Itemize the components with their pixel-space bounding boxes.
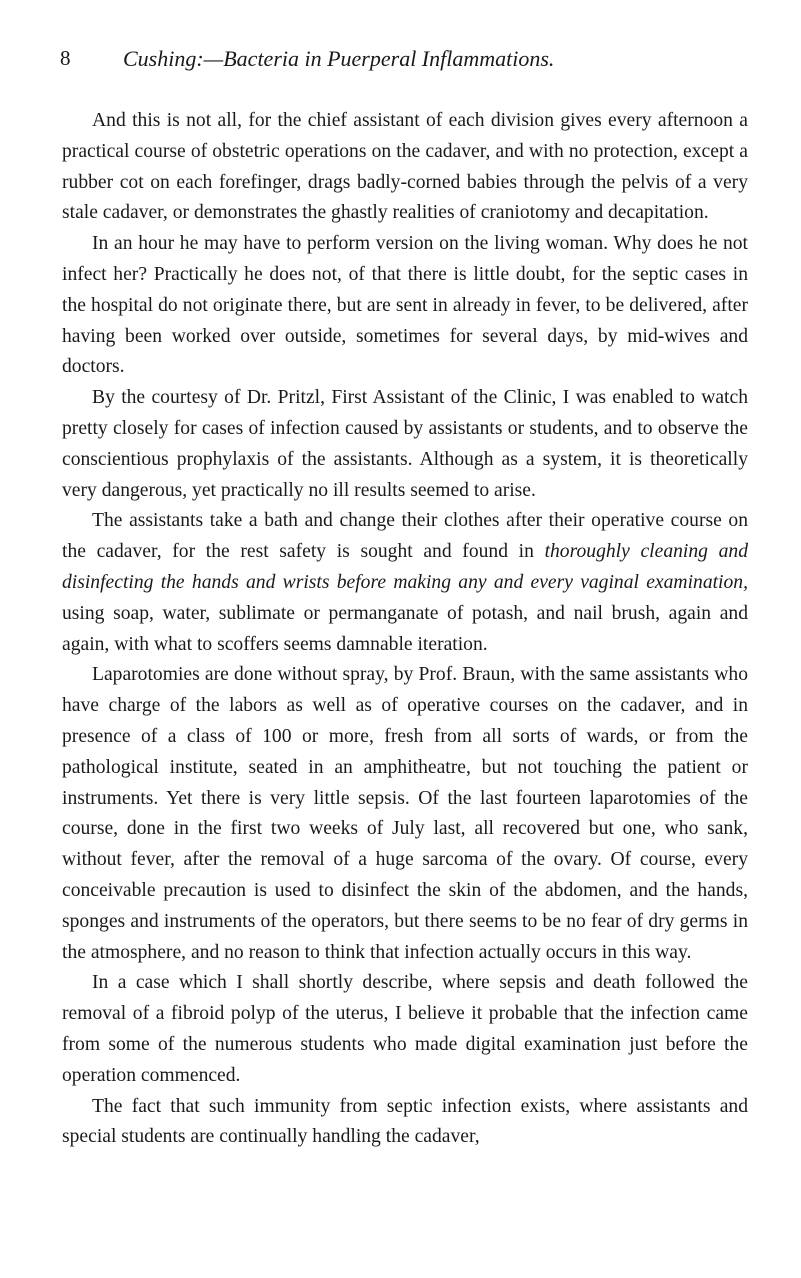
paragraph-7: The fact that such immunity from septic infection exists, where assistants and special students are continually handling the cadaver,: [62, 1095, 748, 1148]
paragraph-3: By the courtesy of Dr. Pritzl, First Assistant of the Clinic, I was enabled to watch pretty closely for cases of infection caused by assistants or students, and to observe the conscientious prophylaxis of the assistants. Although as a system, it is theoretically very dangerous, yet practically no ill results seemed to arise.: [62, 387, 748, 501]
page-header: [60, 46, 740, 78]
paragraph-4-text-end: using soap, water, sublimate or permanganate of potash, and nail brush, again and again, with what to scoffers seems damnable iteration.: [62, 602, 748, 655]
paragraph-6: In a case which I shall shortly describe, where sepsis and death followed the removal of a fibroid polyp of the uterus, I believe it probable that the infection came from some of the numerous students who made digital examination just before the operation commenced.: [62, 972, 748, 1086]
page-number: 8: [60, 46, 71, 70]
paragraph-1: And this is not all, for the chief assistant of each division gives every afternoon a practical course of obstetric operations on the cadaver, and with no protection, except a rubber cot on each forefinger, drags badly-corned babies through the pelvis of a very stale cadaver, or demonstrates the ghastly realities of craniotomy and decapitation.: [62, 110, 748, 224]
paragraph-4-emphasis: thoroughly cleaning and disinfecting the hands and wrists before making any and every vaginal examination,: [62, 541, 748, 593]
paragraph-4: [62, 506, 748, 660]
paragraph-5: Laparotomies are done without spray, by Prof. Braun, with the same assistants who have charge of the labors as well as of operative courses on the cadaver, and in presence of a class of 100 or more, fresh from all sorts of wards, or from the pathological institute, seated in an amphitheatre, but not touching the patient or instruments. Yet there is very little sepsis. Of the last fourteen laparotomies of the course, done in the first two weeks of July last, all recovered but one, who sank, without fever, after the removal of a huge sarcoma of the ovary. Of course, every conceivable precaution is used to disinfect the skin of the abdomen, and the hands, sponges and instruments of the operators, but there seems to be no fear of dry germs in the atmosphere, and no reason to think that infection actually occurs in this way.: [62, 664, 748, 963]
body-text: [62, 106, 748, 1153]
paragraph-4-text-start: The assistants take a bath and change their clothes after their operative course on the cadaver, for the rest safety is sought and found in: [62, 510, 748, 563]
running-title: Cushing:—Bacteria in Puerperal Inflammations.: [123, 46, 555, 71]
paragraph-2: In an hour he may have to perform version on the living woman. Why does he not infect her? Practically he does not, of that there is little doubt, for the septic cases in the hospital do not originate there, but are sent in already in fever, to be delivered, after having been worked over outside, sometimes for several days, by mid-wives and doctors.: [62, 233, 748, 378]
